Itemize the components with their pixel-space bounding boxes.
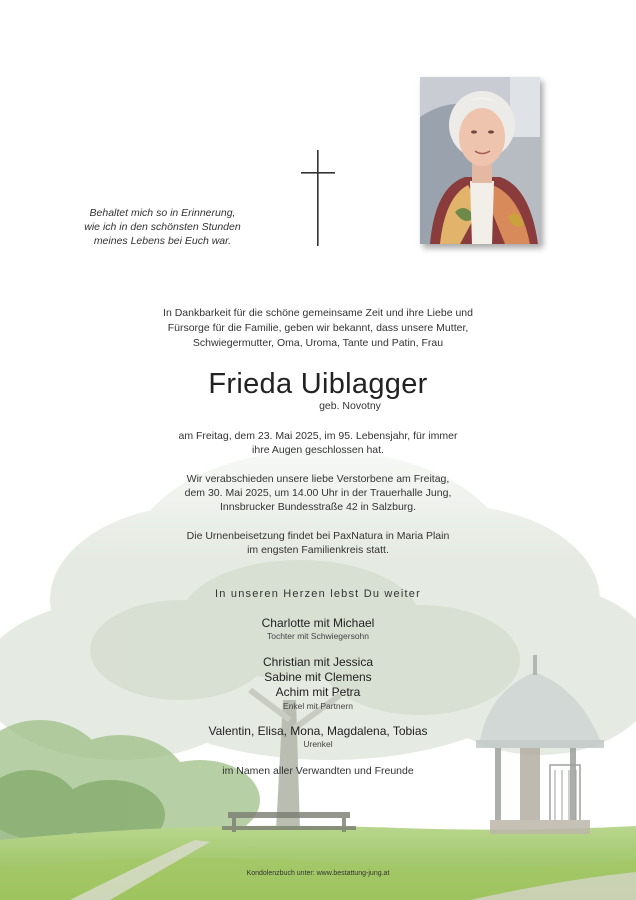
mourner-name: Valentin, Elisa, Mona, Magdalena, Tobias bbox=[208, 724, 428, 738]
farewell-line: Innsbrucker Bundesstraße 42 in Salzburg. bbox=[219, 501, 417, 513]
relation-label: Tochter mit Schwiegersohn bbox=[266, 631, 370, 641]
urn-line: im engsten Familienkreis statt. bbox=[247, 544, 389, 556]
farewell-line: Wir verabschieden unsere liebe Verstorbene am Freitag, bbox=[186, 473, 450, 485]
heart-line: In unseren Herzen lebst Du weiter bbox=[215, 588, 421, 600]
intro-line: In Dankbarkeit für die schöne gemeinsame Zeit und ihre Liebe und bbox=[163, 307, 473, 319]
quote-line: wie ich in den schönsten Stunden bbox=[84, 221, 241, 233]
mourner-name: Sabine mit Clemens bbox=[264, 670, 372, 684]
mourner-name: Charlotte mit Michael bbox=[261, 616, 375, 630]
portrait-photo bbox=[420, 77, 540, 244]
intro-line: Fürsorge für die Familie, geben wir bekannt, dass unsere Mutter, bbox=[167, 322, 469, 334]
mourner-names-great-grandchildren bbox=[0, 724, 636, 739]
quote-line: meines Lebens bei Euch war. bbox=[93, 235, 232, 247]
death-line: ihre Augen geschlossen hat. bbox=[252, 444, 384, 456]
birth-name: geb. Novotny bbox=[319, 400, 381, 412]
mourner-name: Achim mit Petra bbox=[275, 685, 361, 699]
mourner-names-children bbox=[0, 616, 636, 631]
intro-line: Schwiegermutter, Oma, Uroma, Tante und Patin, Frau bbox=[192, 337, 444, 349]
urn-burial-details bbox=[0, 529, 636, 557]
closing-line: im Namen aller Verwandten und Freunde bbox=[222, 765, 414, 777]
relation-label: Urenkel bbox=[303, 739, 333, 749]
farewell-details bbox=[0, 472, 636, 514]
mourner-name: Christian mit Jessica bbox=[262, 655, 374, 669]
condolence-book-link[interactable]: Kondolenzbuch unter: www.bestattung-jung.at bbox=[246, 870, 390, 877]
quote-line: Behaltet mich so in Erinnerung, bbox=[89, 207, 236, 219]
death-notice-text bbox=[0, 429, 636, 457]
urn-line: Die Urnenbeisetzung findet bei PaxNatura in Maria Plain bbox=[186, 530, 450, 542]
deceased-name: Frieda Uiblagger bbox=[208, 368, 428, 400]
relation-label: Enkel mit Partnern bbox=[283, 701, 353, 711]
memorial-quote bbox=[40, 206, 285, 248]
intro-text bbox=[0, 306, 636, 351]
cross-icon bbox=[300, 150, 336, 246]
farewell-line: dem 30. Mai 2025, um 14.00 Uhr in der Trauerhalle Jung, bbox=[184, 487, 452, 499]
death-line: am Freitag, dem 23. Mai 2025, im 95. Lebensjahr, für immer bbox=[178, 430, 458, 442]
mourner-names-grandchildren bbox=[0, 655, 636, 700]
